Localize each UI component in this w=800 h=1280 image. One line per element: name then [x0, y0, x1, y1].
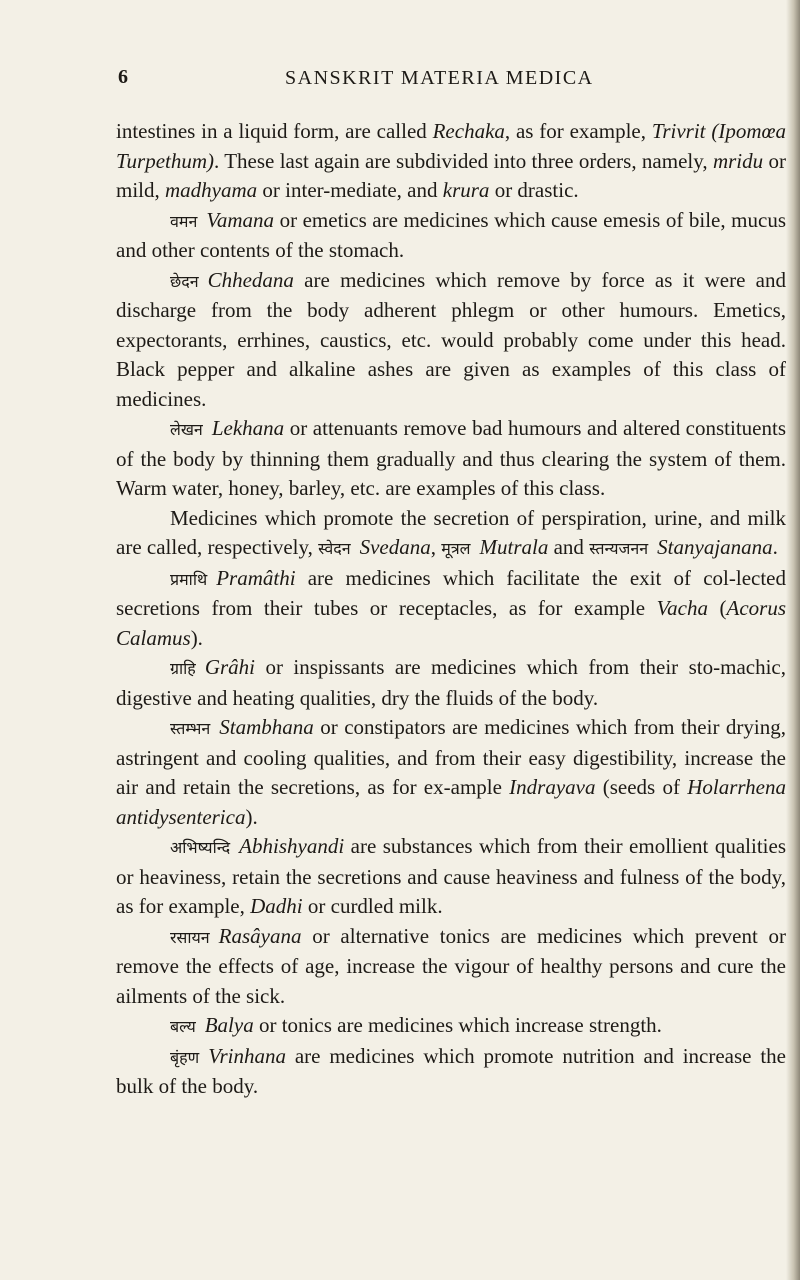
- paragraph-lekhana: [116, 414, 786, 504]
- text: or attenuants remove bad humours and altered constituents of the body by thinning them gradually and thus clearing the system of them. Warm water, honey, barley, etc. are examples of this class.: [116, 416, 786, 500]
- text: are medicines which facilitate the exit of col-lected secretions from their tubes or receptacles, as for example: [116, 565, 786, 620]
- term-lekhana: Lekhana: [211, 416, 285, 440]
- text: or tonics are medicines which increase strength.: [253, 1013, 662, 1037]
- text: are medicines which remove by force as it were and discharge from the body adherent phlegm or other humours. Emetics, expectorants, errhines, caustics, etc. would probably come under this head. Black pepper and alkaline ashes are given as examples of this class of medicines.: [116, 267, 786, 411]
- page-number: 6: [118, 66, 128, 88]
- text: or inter-mediate, and: [257, 178, 443, 202]
- devanagari-term: बल्य: [170, 1017, 196, 1036]
- text: ).: [245, 804, 258, 829]
- text: or emetics are medicines which cause emesis of bile, mucus and other contents of the stomach.: [116, 207, 786, 262]
- devanagari-term: मूत्रल: [441, 539, 471, 558]
- term-krura: krura: [442, 178, 490, 202]
- paragraph-stambhana: [116, 713, 786, 832]
- term-stanyajanana: Stanyajanana: [657, 535, 773, 559]
- term-mridu: mridu: [712, 148, 764, 173]
- paragraph-chhedana: [116, 266, 786, 415]
- term-trivrit: Trivrit (Ipomœa Turpethum): [116, 119, 786, 173]
- paragraph-vrinhana: [116, 1042, 786, 1102]
- term-chhedana: Chhedana: [207, 267, 294, 292]
- paragraph-secretion: [116, 504, 786, 564]
- paragraph-grahi: [116, 653, 786, 713]
- text: or curdled milk.: [302, 894, 443, 918]
- term-acorus-calamus: Acorus Calamus: [116, 596, 786, 650]
- paragraph-rasayana: [116, 922, 786, 1012]
- text: ).: [190, 625, 203, 650]
- term-holarrhena: Holarrhena antidysenterica: [116, 775, 786, 829]
- text: ,: [430, 535, 442, 559]
- text: are medicines which promote nutrition and increase the bulk of the body.: [116, 1043, 786, 1098]
- text: . These last again are subdivided into three orders, namely,: [214, 148, 713, 173]
- text: intestines in a liquid form, are called: [116, 119, 433, 143]
- term-vamana: Vamana: [206, 207, 275, 232]
- paragraph-abhishyandi: [116, 832, 786, 922]
- term-balya: Balya: [204, 1013, 254, 1037]
- text: .: [772, 535, 778, 559]
- text: (seeds of: [595, 775, 688, 799]
- term-vrinhana: Vrinhana: [208, 1043, 286, 1068]
- term-svedana: Svedana: [359, 535, 431, 559]
- term-stambhana: Stambhana: [219, 715, 314, 739]
- paragraph-pramathi: [116, 564, 786, 654]
- devanagari-term: स्तन्यजनन: [589, 539, 649, 558]
- page-edge-shadow: [786, 0, 800, 1280]
- body-text: [116, 117, 786, 1102]
- paragraph-balya: [116, 1011, 786, 1042]
- term-vacha: Vacha: [656, 596, 708, 620]
- term-indrayava: Indrayava: [509, 775, 596, 799]
- devanagari-term: वमन: [170, 211, 198, 231]
- text: Medicines which promote the secretion of perspiration, urine, and milk are called, respectively,: [116, 505, 786, 559]
- term-mutrala: Mutrala: [479, 535, 549, 559]
- devanagari-term: बृंहण: [170, 1047, 200, 1067]
- term-pramathi: Pramâthi: [216, 565, 296, 590]
- devanagari-term: ग्राहि: [170, 659, 196, 678]
- devanagari-term: लेखन: [170, 420, 203, 439]
- devanagari-term: स्वेदन: [318, 539, 351, 558]
- term-madhyama: madhyama: [165, 178, 258, 202]
- devanagari-term: छेदन: [170, 271, 199, 291]
- text: or constipators are medicines which from their drying, astringent and cooling qualities, and from their easy digestibility, increase the air and retain the secretions, as for ex-ample: [116, 715, 786, 799]
- devanagari-term: अभिष्यन्दि: [170, 838, 231, 857]
- text: and: [548, 535, 590, 559]
- text: or alternative tonics are medicines which prevent or remove the effects of age, increase the vigour of healthy persons and cure the ailments of the sick.: [116, 923, 786, 1008]
- term-dadhi: Dadhi: [250, 894, 303, 918]
- text: or inspissants are medicines which from their sto-machic, digestive and heating qualities, dry the fluids of the body.: [116, 655, 786, 710]
- running-head: SANSKRIT MATERIA MEDICA: [285, 67, 594, 89]
- term-abhishyandi: Abhishyandi: [239, 834, 345, 858]
- devanagari-term: स्तम्भन: [170, 719, 211, 738]
- paragraph-rechaka: [116, 117, 786, 206]
- text: are substances which from their emollient qualities or heaviness, retain the secretions and cause heaviness and fulness of the body, as for example,: [116, 834, 786, 918]
- devanagari-term: प्रमाथि: [170, 569, 208, 589]
- term-rasayana: Rasâyana: [218, 923, 302, 948]
- term-rechaka: Rechaka: [432, 119, 505, 143]
- paragraph-vamana: [116, 206, 786, 266]
- text: or drastic.: [489, 178, 579, 202]
- text: or mild,: [116, 148, 786, 202]
- term-grahi: Grâhi: [204, 655, 255, 679]
- page-header: [0, 66, 800, 94]
- text: , as for example,: [504, 119, 652, 143]
- text: (: [707, 596, 727, 620]
- devanagari-term: रसायन: [170, 927, 210, 947]
